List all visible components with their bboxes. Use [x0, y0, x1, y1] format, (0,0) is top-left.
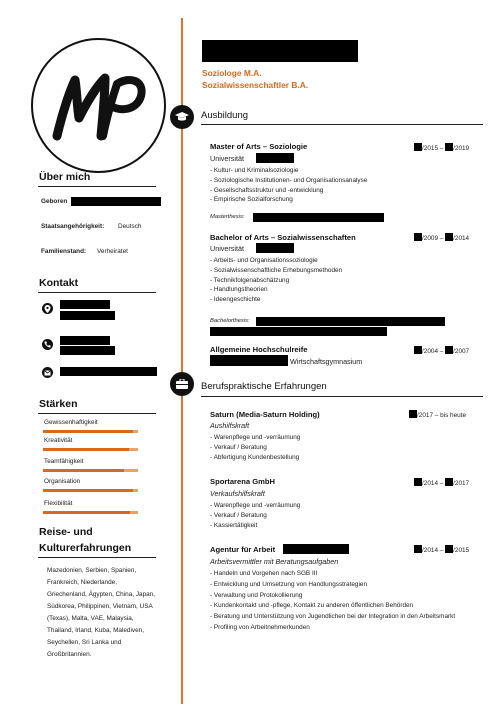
nationality-label: Staatsangehörigkeit:	[41, 223, 105, 230]
skill-label: Flexibilität	[44, 500, 73, 507]
agentur-title: Agentur für Arbeit	[210, 545, 276, 554]
list-item: - Technikfolgenabschätzung	[210, 276, 342, 286]
master-thesis-label: Masterthesis:	[210, 214, 245, 220]
master-title: Master of Arts – Soziologie	[210, 142, 308, 151]
experience-icon-circle	[170, 372, 194, 396]
skill-label: Teamfähigkeit	[44, 458, 84, 465]
sportarena-date: /2014 – /2017	[414, 478, 469, 487]
phone-redacted-2	[60, 346, 115, 355]
master-institution: Universität	[210, 154, 244, 163]
master-bullets	[210, 166, 367, 205]
list-item: - Handeln und Vorgehen nach SGB III	[210, 569, 480, 580]
list-item: - Empirische Sozialforschung	[210, 195, 367, 205]
email-redacted	[60, 367, 157, 376]
travel-heading-2: Kulturerfahrungen	[39, 542, 132, 554]
graduation-cap-icon	[175, 112, 189, 122]
bachelor-title: Bachelor of Arts – Sozialwissenschaften	[210, 233, 356, 242]
abitur-institution: Wirtschaftsgymnasium	[290, 357, 363, 366]
location-pin-icon	[42, 303, 53, 314]
sportarena-title: Sportarena GmbH	[210, 477, 275, 486]
master-thesis-redacted	[253, 213, 384, 222]
bachelor-thesis-label: Bachelorthesis:	[210, 318, 250, 324]
list-item: - Handlungstheorien	[210, 285, 342, 295]
saturn-date: /2017 – bis heute	[409, 410, 466, 419]
list-item: - Kundenkontakt und -pflege, Kontakt zu anderen öffentlichen Behörden	[210, 601, 480, 612]
saturn-role: Aushilfskraft	[210, 421, 250, 430]
master-university-redacted	[256, 153, 294, 163]
travel-heading-1: Reise- und	[39, 526, 93, 538]
bachelor-thesis-redacted-2	[210, 327, 387, 336]
list-item: - Soziologische Institutionen- und Organisationsanalyse	[210, 176, 367, 186]
name-redacted	[202, 40, 358, 62]
experience-heading: Berufspraktische Erfahrungen	[201, 381, 327, 392]
skill-bar-fill	[43, 430, 133, 433]
bachelor-university-redacted	[256, 243, 294, 253]
list-item: - Sozialwissenschaftliche Erhebungsmethoden	[210, 266, 342, 276]
skill-bar	[43, 511, 138, 514]
agentur-location-redacted	[283, 544, 349, 554]
list-item: - Profiling von Arbeitnehmerkunden	[210, 623, 480, 634]
list-item: - Abfertigung Kundenbestellung	[210, 453, 300, 463]
strengths-heading: Stärken	[39, 398, 78, 410]
about-rule	[38, 186, 156, 187]
saturn-bullets	[210, 433, 300, 462]
family-label: Familienstand:	[41, 248, 87, 255]
list-item: - Beratung und Unterstützung von Jugendlichen bei der Integration in den Arbeitsmarkt	[210, 612, 480, 623]
skill-bar	[43, 489, 138, 492]
abitur-date: /2004 – /2007	[414, 346, 469, 355]
saturn-title: Saturn (Media-Saturn Holding)	[210, 410, 320, 419]
skill-bar-fill	[43, 469, 124, 472]
address-redacted-2	[60, 311, 115, 320]
briefcase-icon	[176, 379, 188, 389]
skill-bar-fill	[43, 489, 133, 492]
sportarena-role: Verkaufshilfskraft	[210, 489, 265, 498]
education-rule	[201, 124, 483, 125]
master-date: /2015 – /2019	[414, 143, 469, 152]
skill-bar-fill	[43, 511, 130, 514]
email-icon	[42, 367, 53, 378]
education-heading: Ausbildung	[201, 110, 249, 121]
list-item: - Ideengeschichte	[210, 295, 342, 305]
contact-rule	[38, 292, 156, 293]
skill-bar	[43, 430, 138, 433]
job-title-2: Sozialwissenschaftler B.A.	[202, 80, 309, 90]
logo	[31, 38, 166, 173]
born-redacted	[71, 197, 161, 206]
skill-bar-fill	[43, 448, 129, 451]
list-item: - Verkauf / Beratung	[210, 443, 300, 453]
travel-rule	[38, 557, 156, 558]
list-item: - Verwaltung und Protokollierung	[210, 591, 480, 602]
experience-rule	[201, 396, 483, 397]
phone-redacted-1	[60, 336, 110, 345]
list-item: - Warenpflege und -verräumung	[210, 433, 300, 443]
family-value: Verheiratet	[97, 248, 128, 255]
bachelor-bullets	[210, 256, 342, 305]
skill-bar	[43, 448, 138, 451]
logo-mp-icon	[33, 40, 164, 171]
agentur-date: /2014 – /2015	[414, 545, 469, 554]
education-icon-circle	[170, 105, 194, 129]
bachelor-date: /2009 – /2014	[414, 233, 469, 242]
sportarena-bullets	[210, 501, 300, 530]
agentur-bullets	[210, 569, 480, 634]
list-item: - Kultur- und Kriminalsoziologie	[210, 166, 367, 176]
list-item: - Warenpflege und -verräumung	[210, 501, 300, 511]
list-item: - Gesellschaftsstruktur und -entwicklung	[210, 186, 367, 196]
abitur-title: Allgemeine Hochschulreife	[210, 345, 308, 354]
about-heading: Über mich	[39, 171, 91, 183]
bachelor-thesis-redacted-1	[256, 317, 445, 326]
list-item: - Kassiertätigkeit	[210, 521, 300, 531]
agentur-role: Arbeitsvermittler mit Beratungsaufgaben	[210, 557, 339, 566]
skill-bar	[43, 469, 138, 472]
born-label: Geboren	[41, 198, 68, 205]
bachelor-institution: Universität	[210, 244, 244, 253]
travel-text: Mazedonien, Serbien, Spanien, Frankreich, Niederlande, Griechenland, Ägypten, China, Japan, Südkorea, Philippinen, Vietnam, USA (Texas), Malta, VAE, Malaysia, Thailand, Irland, Kuba, Malediven, Seychellen, Sri Lanka und Großbritannien.	[47, 567, 156, 658]
address-redacted-1	[60, 300, 110, 309]
list-item: - Entwicklung und Umsetzung von Handlungsstrategien	[210, 580, 480, 591]
strengths-rule	[38, 413, 156, 414]
phone-icon	[42, 339, 53, 350]
list-item: - Verkauf / Beratung	[210, 511, 300, 521]
job-title-1: Soziologe M.A.	[202, 68, 262, 78]
skill-label: Gewissenhaftigkeit	[44, 419, 98, 426]
contact-heading: Kontakt	[39, 277, 79, 289]
list-item: - Arbeits- und Organisationssoziologie	[210, 256, 342, 266]
abitur-school-redacted	[210, 355, 288, 366]
skill-label: Kreativität	[44, 437, 73, 444]
skill-label: Organisation	[44, 478, 81, 485]
nationality-value: Deutsch	[118, 223, 142, 230]
